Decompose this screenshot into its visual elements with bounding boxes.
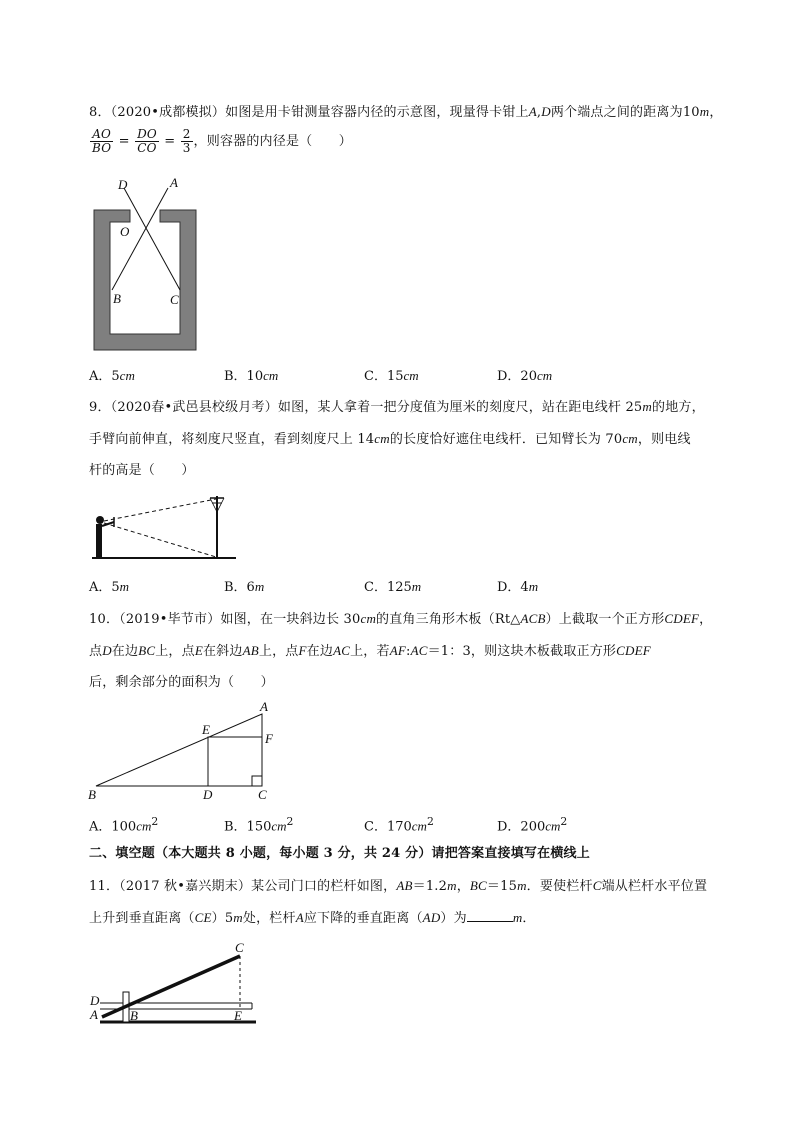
q11-l1-f: 端从栏杆水平位置 [601, 879, 708, 894]
q10-l2-f: 在边 [306, 644, 334, 659]
q9-line-1 [89, 398, 705, 417]
q8-label-d: D [118, 177, 128, 192]
q8-option-a-label: A．5 [89, 369, 120, 384]
q10-option-c[interactable] [364, 813, 434, 836]
q10-l2-h: : [405, 644, 411, 659]
q9-option-d-unit: m [528, 579, 539, 594]
q8-caliper-d-c [124, 188, 180, 290]
q9-person-head [96, 516, 104, 524]
q11-label-c: C [235, 940, 244, 955]
q11-label-b: B [130, 1008, 138, 1023]
q9-figure-pole [88, 490, 238, 564]
q8-option-c[interactable] [364, 367, 419, 386]
section-2-heading: 二、填空题（本大题共 8 小题，每小题 3 分，共 24 分）请把答案直接填写在横线上 [89, 846, 590, 861]
q10-label-c: C [258, 787, 267, 802]
q10-right-angle-mark [252, 776, 262, 786]
q9-option-c-unit: m [411, 579, 422, 594]
q8-label-o: O [120, 224, 130, 239]
q10-option-b-sup: 2 [286, 815, 294, 828]
q10-option-c-unit: cm [411, 818, 427, 834]
q10-v-bc: BC [138, 643, 156, 658]
q9-line1-end: 的地方， [652, 400, 705, 415]
q11-label-d: D [90, 993, 100, 1008]
q10-option-d-sup: 2 [560, 815, 568, 828]
q10-v-e: E [194, 643, 203, 658]
q8-caliper-a-b [112, 188, 168, 290]
q10-var-cdef: CDEF [664, 611, 700, 626]
q8-sep: , [536, 105, 542, 120]
q11-l2-d: 应下降的垂直距离（ [303, 911, 423, 926]
q8-var-a: A [528, 104, 537, 119]
q9-option-a[interactable] [89, 578, 129, 597]
q9-option-b[interactable] [224, 578, 264, 597]
q8-line-1 [89, 103, 723, 122]
q8-line1-end: ， [709, 105, 723, 120]
q10-option-c-label: C．170 [364, 819, 412, 835]
q8-fraction-ao-bo [90, 128, 113, 155]
q9-line2-unit: cm [374, 431, 390, 446]
q9-line-3 [89, 462, 195, 480]
q11-v-bc: BC [469, 878, 487, 893]
q8-option-b-unit: cm [263, 368, 279, 383]
q11-v-ad: AD [422, 910, 441, 925]
q11-u1: m [447, 878, 457, 893]
q11-label-e: E [234, 1008, 242, 1023]
q10-v-ac2: AC [410, 643, 428, 658]
q11-l2-e: ）为 [440, 911, 467, 926]
q10-v-ab: AB [242, 643, 259, 658]
q9-option-a-unit: m [119, 579, 130, 594]
q9-option-d[interactable] [497, 578, 538, 597]
q9-option-d-label: D．4 [497, 580, 529, 595]
q10-option-d-label: D．200 [497, 819, 546, 835]
q10-label-d: D [203, 787, 213, 802]
q10-label-a: A [260, 699, 268, 714]
q9-pole-brace-right [217, 498, 224, 512]
q9-person-body [96, 524, 102, 558]
q8-label-b: B [113, 291, 121, 306]
q11-v-ab: AB [396, 878, 413, 893]
q10-line1-c: ）上截取一个正方形 [545, 612, 665, 627]
q8-option-a[interactable] [89, 367, 135, 386]
q11-figure-barrier [86, 938, 266, 1030]
q9-option-c-label: C．125 [364, 580, 412, 595]
q10-option-a[interactable] [89, 813, 158, 836]
q11-l1-c: ， [456, 879, 470, 894]
q10-v-f: F [298, 643, 307, 658]
q10-option-d-unit: cm [545, 818, 561, 834]
q11-l1-a: 11．（2017 秋•嘉兴期末）某公司门口的栏杆如图， [89, 879, 397, 894]
q8-figure-caliper [88, 172, 208, 354]
q9-sight-bottom [104, 523, 216, 557]
q11-l1-b: ＝1.2 [412, 879, 448, 894]
q8-var-d: D [541, 104, 551, 119]
q11-v-a: A [295, 910, 304, 925]
q10-l2-g: 上，若 [350, 644, 390, 659]
q8-line2-tail: ，则容器的内径是（ ） [193, 134, 352, 149]
q8-option-c-unit: cm [403, 368, 419, 383]
q11-l2-c: 处，栏杆 [242, 911, 296, 926]
q8-option-b-label: B．10 [224, 369, 264, 384]
q10-line-1 [89, 610, 712, 629]
q10-l2-b: 在边 [111, 644, 139, 659]
q10-option-b-label: B．150 [224, 819, 272, 835]
q11-v-c: C [592, 878, 602, 893]
q10-v-ac: AC [333, 643, 351, 658]
q9-line2-end: ，则电线 [637, 432, 691, 447]
q10-option-d[interactable] [497, 813, 567, 836]
q8-frac2-den: CO [137, 141, 157, 155]
q10-l2-c: 上，点 [155, 644, 195, 659]
q9-line2-unit2: cm [622, 431, 638, 446]
q11-line-2 [89, 909, 536, 928]
q9-line-2 [89, 430, 691, 449]
q9-option-b-unit: m [254, 579, 265, 594]
q8-equals: = [118, 134, 130, 149]
q8-line-2 [89, 128, 352, 156]
q10-option-b-unit: cm [271, 818, 287, 834]
q10-line3-text: 后，剩余部分的面积为（ ） [89, 675, 274, 690]
q10-l2-i: ＝1：3，则这块木板截取正方形 [427, 644, 617, 659]
q8-option-c-label: C．15 [364, 369, 404, 384]
q10-label-f: F [265, 731, 273, 746]
q10-v-af: AF [389, 643, 406, 658]
q10-l2-a: 点 [89, 644, 103, 659]
q9-pole-brace-left [210, 498, 217, 512]
q8-label-c: C [170, 292, 179, 307]
q11-l2-a: 上升到垂直距离（ [89, 911, 195, 926]
q9-option-c[interactable] [364, 578, 421, 597]
q11-l2-f: ． [522, 911, 536, 926]
q8-container [94, 210, 196, 350]
q9-option-a-label: A．5 [89, 580, 120, 595]
q9-sight-top [104, 499, 216, 521]
q10-label-b: B [88, 787, 96, 802]
q10-line1-d: ， [699, 612, 713, 627]
q8-option-d[interactable] [497, 367, 552, 386]
q10-square-cdef [208, 737, 262, 786]
q10-var-acb: ACB [520, 611, 546, 626]
q10-figure-triangle [84, 698, 284, 804]
q11-raised-arm [102, 956, 240, 1017]
q11-v-ce: CE [194, 910, 212, 925]
q10-option-a-label: A．100 [89, 819, 137, 835]
q8-label-a: A [170, 175, 178, 190]
q10-option-c-sup: 2 [426, 815, 434, 828]
q11-l1-d: ＝15 [486, 879, 518, 894]
q8-option-d-label: D．20 [497, 369, 537, 384]
q10-line-2 [89, 642, 651, 661]
q9-line2-mid: 的长度恰好遮住电线杆．已知臂长为 70 [389, 432, 623, 447]
q11-l2-b: ）5 [211, 911, 234, 926]
q10-line-3 [89, 674, 274, 692]
q8-option-a-unit: cm [119, 368, 135, 383]
q9-line1-unit: m [642, 399, 652, 414]
q8-text-tail: 两个端点之间的距离为10 [550, 105, 700, 120]
q9-line2-text: 手臂向前伸直，将刻度尺竖直，看到刻度尺上 14 [89, 432, 375, 447]
q8-text: 8．（2020•成都模拟）如图是用卡钳测量容器内径的示意图，现量得卡钳上 [89, 105, 529, 120]
q8-frac3-num: 2 [182, 127, 191, 141]
q10-v-d: D [102, 643, 112, 658]
q10-option-b[interactable] [224, 813, 293, 836]
q11-answer-blank[interactable] [467, 909, 513, 922]
q11-u2: m [517, 878, 527, 893]
q8-unit: m [699, 104, 710, 119]
q8-frac3-den: 3 [182, 141, 191, 155]
q9-option-b-label: B．6 [224, 580, 255, 595]
q10-line1-a: 10．（2019•毕节市）如图，在一块斜边长 30 [89, 612, 361, 627]
q8-frac1-num: AO [90, 128, 113, 142]
q8-fraction-do-co [135, 128, 159, 155]
q10-label-e: E [202, 722, 210, 737]
q10-triangle-acb [96, 714, 262, 786]
q10-option-a-unit: cm [136, 818, 152, 834]
q10-line1-b: 的直角三角形木板（Rt△ [376, 612, 521, 627]
q10-l2-e: 上，点 [258, 644, 299, 659]
q11-u3: m [233, 910, 243, 925]
q8-option-d-unit: cm [536, 368, 553, 383]
q11-line-1 [89, 877, 707, 896]
q8-equals-2: = [164, 134, 176, 149]
q10-v-cdef: CDEF [616, 643, 651, 658]
q8-fraction-2-3 [181, 128, 193, 155]
q11-l1-e: ．要使栏杆 [526, 879, 593, 894]
q9-line3-text: 杆的高是（ ） [89, 463, 195, 478]
q10-l2-d: 在斜边 [202, 644, 243, 659]
q10-line1-unit: cm [360, 611, 377, 626]
q8-frac2-num: DO [137, 127, 157, 141]
q8-option-b[interactable] [224, 367, 278, 386]
q9-line1-text: 9．（2020春•武邑县校级月考）如图，某人拿着一把分度值为厘米的刻度尺，站在距电线杆 25 [89, 400, 643, 415]
q8-frac1-den: BO [92, 141, 112, 155]
q10-option-a-sup: 2 [151, 815, 159, 828]
q11-u4: m [512, 910, 523, 925]
q11-label-a: A [90, 1007, 98, 1022]
